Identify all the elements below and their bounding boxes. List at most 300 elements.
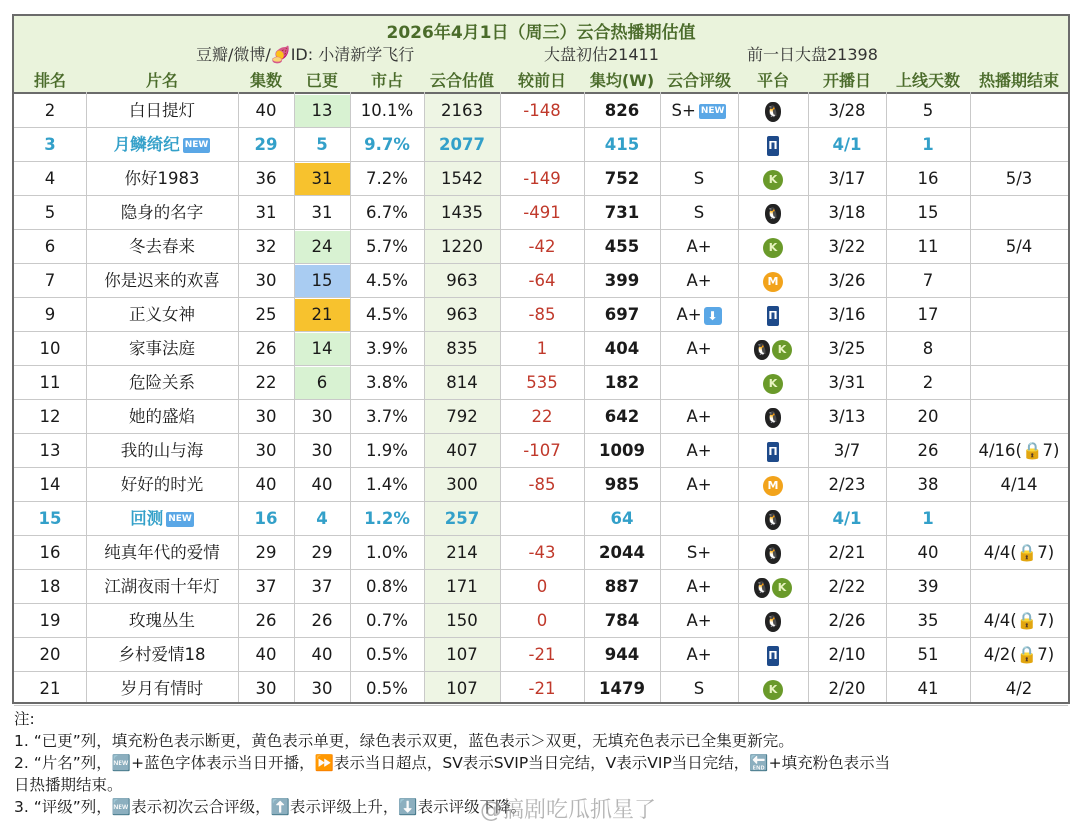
cell-grade <box>660 332 738 366</box>
cell-upd <box>294 332 350 366</box>
grade-value: A+ <box>686 237 712 256</box>
avg-value: 415 <box>604 135 640 154</box>
avg-value: 455 <box>604 237 640 256</box>
table-row <box>14 502 1068 536</box>
grade-value: S <box>693 169 705 188</box>
cell-share <box>350 230 424 264</box>
cell-end <box>970 264 1068 298</box>
cell-end <box>970 570 1068 604</box>
eps-value: 16 <box>254 509 278 528</box>
cell-rank <box>14 672 86 706</box>
days-value: 35 <box>917 611 939 630</box>
cell-days <box>886 332 970 366</box>
cell-grade <box>660 604 738 638</box>
penguin-icon: 🐧 <box>765 544 781 564</box>
cell-eps <box>238 162 294 196</box>
table-row <box>14 468 1068 502</box>
pants-icon: Π <box>767 136 779 156</box>
yun-value: 2077 <box>439 135 485 154</box>
end-value: 4/14 <box>1000 475 1038 494</box>
kiwi-icon: K <box>763 374 783 394</box>
diff-value: -42 <box>528 237 556 256</box>
cell-start <box>808 570 886 604</box>
avg-value: 404 <box>604 339 640 358</box>
rank-value: 19 <box>39 611 61 630</box>
upd-value: 21 <box>311 305 333 324</box>
cell-days <box>886 264 970 298</box>
avg-value: 752 <box>604 169 640 188</box>
cell-eps <box>238 672 294 706</box>
cell-platform <box>738 230 808 264</box>
cell-name <box>86 196 238 230</box>
cell-share <box>350 672 424 706</box>
cell-upd <box>294 672 350 706</box>
cell-diff <box>500 468 584 502</box>
cell-days <box>886 434 970 468</box>
upd-value: 37 <box>311 577 333 596</box>
cell-eps <box>238 298 294 332</box>
cell-grade <box>660 366 738 400</box>
days-value: 15 <box>917 203 939 222</box>
cell-end <box>970 230 1068 264</box>
cell-platform <box>738 604 808 638</box>
eps-value: 36 <box>255 169 277 188</box>
note-line-3: 3. “评级”列，🆕表示初次云合评级，⬆️表示评级上升，⬇️表示评级下降。 <box>14 798 527 816</box>
cell-days <box>886 230 970 264</box>
penguin-icon: 🐧 <box>765 510 781 530</box>
cell-yun <box>424 94 500 128</box>
yun-value: 107 <box>446 679 478 698</box>
days-value: 8 <box>922 339 934 358</box>
col-header-diff: 较前日 <box>517 71 566 90</box>
table-row <box>14 570 1068 604</box>
yun-value: 300 <box>446 475 478 494</box>
cell-avg <box>584 434 660 468</box>
cell-grade <box>660 638 738 672</box>
cell-eps <box>238 638 294 672</box>
cell-start <box>808 128 886 162</box>
eps-value: 26 <box>255 339 277 358</box>
table-row <box>14 162 1068 196</box>
cell-diff <box>500 298 584 332</box>
cell-days <box>886 468 970 502</box>
penguin-icon: 🐧 <box>765 408 781 428</box>
cell-start <box>808 672 886 706</box>
note-line-2b: 日热播期结束。 <box>14 776 123 794</box>
rank-value: 3 <box>44 135 56 154</box>
cell-avg <box>584 468 660 502</box>
eps-value: 40 <box>255 645 277 664</box>
cell-end <box>970 434 1068 468</box>
mango-icon: M <box>763 272 783 292</box>
cell-upd <box>294 230 350 264</box>
cell-diff <box>500 366 584 400</box>
rank-value: 11 <box>39 373 61 392</box>
cell-upd <box>294 400 350 434</box>
start-value: 3/18 <box>828 203 866 222</box>
diff-value: -85 <box>528 305 556 324</box>
cell-diff <box>500 536 584 570</box>
diff-value: 0 <box>536 577 548 596</box>
share-value: 6.7% <box>366 203 408 222</box>
pants-icon: Π <box>767 306 779 326</box>
grade-value: S+ <box>671 101 696 120</box>
cell-platform <box>738 502 808 536</box>
cell-platform <box>738 264 808 298</box>
cell-grade <box>660 468 738 502</box>
cell-days <box>886 298 970 332</box>
mango-icon: M <box>763 476 783 496</box>
table-row <box>14 230 1068 264</box>
start-value: 3/17 <box>828 169 866 188</box>
column-divider <box>584 92 585 702</box>
penguin-icon: 🐧 <box>765 204 781 224</box>
col-header-avg: 集均(W) <box>589 71 655 90</box>
cell-eps <box>238 468 294 502</box>
cell-rank <box>14 264 86 298</box>
cell-end <box>970 366 1068 400</box>
name-value: 岁月有情时 <box>120 679 204 698</box>
cell-name <box>86 400 238 434</box>
cell-rank <box>14 162 86 196</box>
diff-value: 0 <box>536 611 548 630</box>
name-value: 正义女神 <box>129 305 195 324</box>
cell-share <box>350 94 424 128</box>
cell-platform <box>738 196 808 230</box>
cell-diff <box>500 128 584 162</box>
eps-value: 37 <box>255 577 277 596</box>
name-value: 我的山与海 <box>120 441 204 460</box>
table-row <box>14 604 1068 638</box>
name-value: 好好的时光 <box>120 475 204 494</box>
cell-grade <box>660 264 738 298</box>
cell-avg <box>584 570 660 604</box>
yun-value: 1220 <box>441 237 483 256</box>
start-value: 3/28 <box>828 101 866 120</box>
market-previous: 前一日大盘21398 <box>747 45 878 64</box>
diff-value: -64 <box>528 271 556 290</box>
cell-grade <box>660 196 738 230</box>
avg-value: 985 <box>604 475 640 494</box>
start-value: 2/10 <box>828 645 866 664</box>
upd-value: 40 <box>311 645 333 664</box>
eps-value: 30 <box>255 407 277 426</box>
cell-name <box>86 264 238 298</box>
kiwi-icon: K <box>772 578 792 598</box>
days-value: 16 <box>917 169 939 188</box>
table-row <box>14 536 1068 570</box>
upd-value: 5 <box>316 135 328 154</box>
market-estimate: 大盘初估21411 <box>544 45 659 64</box>
cell-upd <box>294 264 350 298</box>
days-value: 1 <box>922 509 934 528</box>
cell-share <box>350 434 424 468</box>
cell-share <box>350 196 424 230</box>
name-value: 你好1983 <box>124 169 200 188</box>
cell-diff <box>500 638 584 672</box>
cell-rank <box>14 502 86 536</box>
cell-eps <box>238 502 294 536</box>
cell-yun <box>424 264 500 298</box>
grade-value: A+ <box>686 475 712 494</box>
avg-value: 784 <box>604 611 640 630</box>
cell-start <box>808 400 886 434</box>
table-row <box>14 638 1068 672</box>
grade-value: S <box>693 679 705 698</box>
cell-upd <box>294 570 350 604</box>
cell-diff <box>500 672 584 706</box>
eps-value: 31 <box>255 203 277 222</box>
cell-grade <box>660 434 738 468</box>
rank-value: 12 <box>39 407 61 426</box>
rank-value: 18 <box>39 577 61 596</box>
yun-value: 835 <box>446 339 478 358</box>
cell-yun <box>424 434 500 468</box>
cell-start <box>808 638 886 672</box>
penguin-icon: 🐧 <box>765 612 781 632</box>
cell-platform <box>738 672 808 706</box>
cell-name <box>86 128 238 162</box>
grade-value: A+ <box>676 305 702 324</box>
cell-share <box>350 298 424 332</box>
kiwi-icon: K <box>763 680 783 700</box>
column-divider <box>660 92 661 702</box>
yun-value: 814 <box>446 373 478 392</box>
col-header-grade: 云合评级 <box>666 71 731 90</box>
cell-yun <box>424 196 500 230</box>
cell-name <box>86 468 238 502</box>
cell-upd <box>294 468 350 502</box>
cell-eps <box>238 604 294 638</box>
cell-yun <box>424 230 500 264</box>
avg-value: 2044 <box>599 543 645 562</box>
start-value: 3/22 <box>828 237 866 256</box>
upd-value: 14 <box>311 339 333 358</box>
diff-value: -148 <box>523 101 561 120</box>
grade-value: A+ <box>686 407 712 426</box>
name-value: 纯真年代的爱情 <box>104 543 220 562</box>
cell-rank <box>14 298 86 332</box>
penguin-icon: 🐧 <box>765 102 781 122</box>
yun-value: 107 <box>446 645 478 664</box>
column-divider <box>500 92 501 702</box>
cell-end <box>970 196 1068 230</box>
share-value: 0.7% <box>366 611 408 630</box>
upd-value: 24 <box>311 237 333 256</box>
eps-value: 26 <box>255 611 277 630</box>
upd-value: 13 <box>311 101 333 120</box>
cell-grade <box>660 672 738 706</box>
cell-avg <box>584 128 660 162</box>
upd-value: 6 <box>316 373 328 392</box>
table-row <box>14 672 1068 706</box>
rank-value: 14 <box>39 475 61 494</box>
cell-end <box>970 502 1068 536</box>
rank-value: 20 <box>39 645 61 664</box>
cell-diff <box>500 604 584 638</box>
share-value: 3.7% <box>366 407 408 426</box>
cell-rank <box>14 366 86 400</box>
column-divider <box>350 92 351 702</box>
eps-value: 29 <box>254 135 278 154</box>
cell-end <box>970 332 1068 366</box>
cell-end <box>970 468 1068 502</box>
cell-end <box>970 128 1068 162</box>
days-value: 38 <box>917 475 939 494</box>
name-value: 白日提灯 <box>129 101 195 120</box>
start-value: 3/16 <box>828 305 866 324</box>
cell-rank <box>14 638 86 672</box>
cell-avg <box>584 536 660 570</box>
name-value: 玫瑰丛生 <box>129 611 195 630</box>
cell-upd <box>294 128 350 162</box>
avg-value: 399 <box>604 271 640 290</box>
cell-start <box>808 502 886 536</box>
avg-value: 64 <box>610 509 634 528</box>
cell-upd <box>294 434 350 468</box>
col-header-yunhe: 云合估值 <box>429 71 494 90</box>
share-value: 0.5% <box>366 679 408 698</box>
cell-eps <box>238 332 294 366</box>
name-value: 江湖夜雨十年灯 <box>104 577 220 596</box>
avg-value: 731 <box>604 203 640 222</box>
rank-value: 16 <box>39 543 61 562</box>
column-divider <box>970 92 971 702</box>
end-value: 4/4(🔒7) <box>983 543 1055 562</box>
kiwi-icon: K <box>772 340 792 360</box>
cell-end <box>970 604 1068 638</box>
end-value: 4/16(🔒7) <box>978 441 1060 460</box>
share-value: 0.8% <box>366 577 408 596</box>
grade-value: A+ <box>686 271 712 290</box>
cell-yun <box>424 366 500 400</box>
start-value: 3/26 <box>828 271 866 290</box>
days-value: 26 <box>917 441 939 460</box>
cell-eps <box>238 264 294 298</box>
cell-share <box>350 536 424 570</box>
cell-avg <box>584 298 660 332</box>
cell-diff <box>500 264 584 298</box>
cell-name <box>86 570 238 604</box>
cell-days <box>886 536 970 570</box>
cell-avg <box>584 502 660 536</box>
share-value: 3.8% <box>366 373 408 392</box>
grade-value: A+ <box>686 645 712 664</box>
start-value: 3/31 <box>828 373 866 392</box>
name-value: 回测 <box>130 509 164 528</box>
upd-value: 26 <box>311 611 333 630</box>
cell-start <box>808 536 886 570</box>
table-row <box>14 332 1068 366</box>
cell-diff <box>500 570 584 604</box>
rank-value: 4 <box>44 169 56 188</box>
start-value: 4/1 <box>832 509 862 528</box>
upd-value: 31 <box>311 169 333 188</box>
cell-days <box>886 672 970 706</box>
eps-value: 32 <box>255 237 277 256</box>
cell-rank <box>14 400 86 434</box>
table-row <box>14 196 1068 230</box>
cell-name <box>86 94 238 128</box>
cell-share <box>350 332 424 366</box>
cell-share <box>350 638 424 672</box>
start-value: 2/20 <box>828 679 866 698</box>
cell-yun <box>424 604 500 638</box>
table-header-block <box>14 16 1068 92</box>
cell-avg <box>584 94 660 128</box>
cell-grade <box>660 128 738 162</box>
column-divider <box>886 92 887 702</box>
days-value: 5 <box>922 101 934 120</box>
cell-upd <box>294 638 350 672</box>
cell-platform <box>738 366 808 400</box>
share-value: 4.5% <box>366 305 408 324</box>
days-value: 20 <box>917 407 939 426</box>
cell-avg <box>584 230 660 264</box>
cell-name <box>86 536 238 570</box>
cell-name <box>86 230 238 264</box>
table-title: 2026年4月1日（周三）云合热播期估值 <box>386 23 696 43</box>
rank-value: 15 <box>38 509 62 528</box>
cell-platform <box>738 162 808 196</box>
cell-days <box>886 400 970 434</box>
upd-value: 40 <box>311 475 333 494</box>
new-badge-icon: NEW <box>183 138 211 153</box>
cell-eps <box>238 536 294 570</box>
cell-grade <box>660 94 738 128</box>
cell-share <box>350 162 424 196</box>
cell-grade <box>660 400 738 434</box>
upd-value: 15 <box>311 271 333 290</box>
name-value: 危险关系 <box>129 373 195 392</box>
cell-avg <box>584 366 660 400</box>
cell-avg <box>584 162 660 196</box>
yun-value: 214 <box>446 543 478 562</box>
cell-end <box>970 400 1068 434</box>
note-line-1: 1. “已更”列，填充粉色表示断更，黄色表示单更，绿色表示双更，蓝色表示＞双更，无填充色表示已全集更新完。 <box>14 732 794 750</box>
yun-value: 257 <box>444 509 480 528</box>
share-value: 3.9% <box>366 339 408 358</box>
col-header-platform: 平台 <box>756 71 789 90</box>
start-value: 3/7 <box>833 441 861 460</box>
days-value: 17 <box>917 305 939 324</box>
table-row <box>14 128 1068 162</box>
days-value: 51 <box>917 645 939 664</box>
share-value: 1.0% <box>366 543 408 562</box>
grade-value: S+ <box>686 543 712 562</box>
cell-diff <box>500 196 584 230</box>
cell-yun <box>424 672 500 706</box>
eps-value: 40 <box>255 475 277 494</box>
end-value: 5/4 <box>1005 237 1033 256</box>
share-value: 7.2% <box>366 169 408 188</box>
cell-platform <box>738 468 808 502</box>
cell-start <box>808 264 886 298</box>
yun-value: 963 <box>446 271 478 290</box>
cell-start <box>808 366 886 400</box>
name-value: 乡村爱情18 <box>118 645 206 664</box>
cell-avg <box>584 400 660 434</box>
grade-value: A+ <box>686 611 712 630</box>
cell-platform <box>738 570 808 604</box>
col-header-end: 热播期结束 <box>978 71 1059 90</box>
rank-value: 5 <box>44 203 56 222</box>
notes-title: 注: <box>14 710 35 728</box>
cell-days <box>886 570 970 604</box>
grade-value: A+ <box>686 441 712 460</box>
cell-upd <box>294 94 350 128</box>
start-value: 2/22 <box>828 577 866 596</box>
